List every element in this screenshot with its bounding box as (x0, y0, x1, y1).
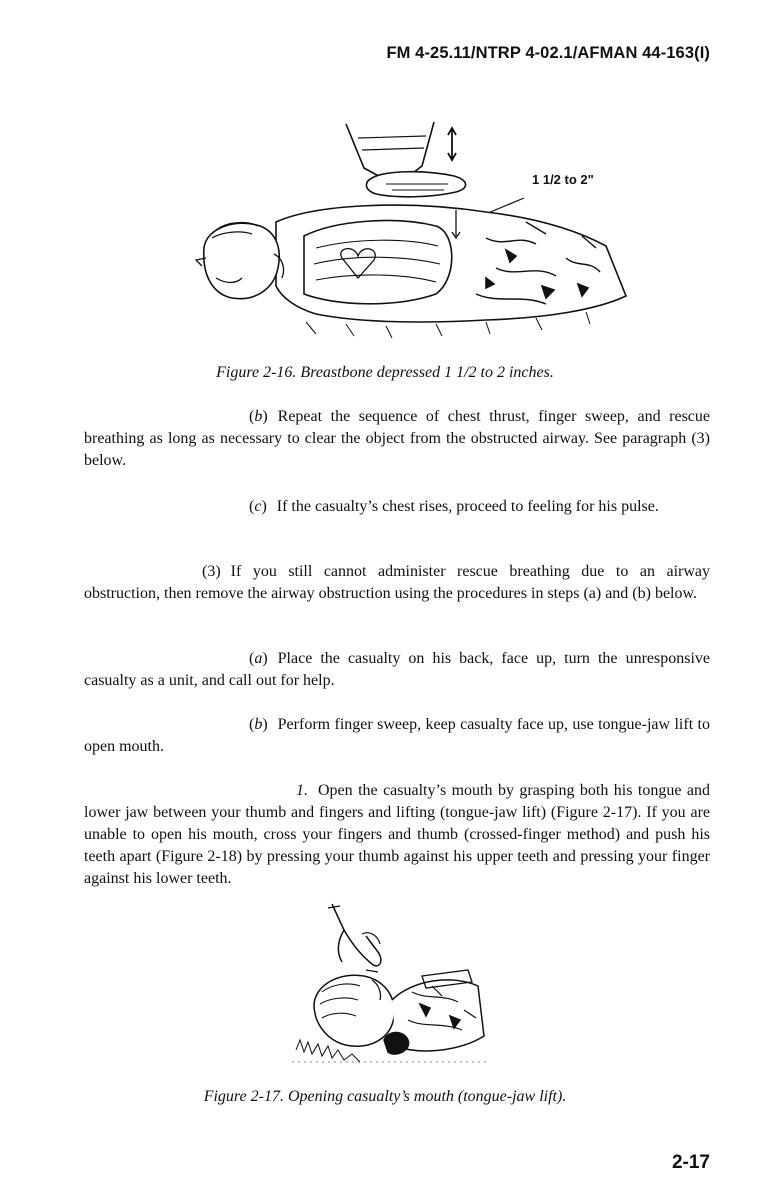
paragraph-a-place-casualty (84, 648, 710, 692)
paragraph-text: Open the casualty’s mouth by grasping both his tongue and lower jaw between your thumb and fingers and lifting (tongue-jaw lift) (Figure 2-17). If you are unable to open his mouth, cross your fingers and thumb (crossed-finger method) and push his teeth apart (Figure 2-18) by pressing your thumb against his upper teeth and pressing your finger against his lower teeth. (84, 782, 710, 887)
figure-tongue-jaw-lift-illustration (292, 900, 488, 1072)
paragraph-marker: (a) (249, 650, 268, 667)
paragraph-marker: (c) (249, 498, 267, 515)
compression-arrow-icon (448, 128, 456, 160)
paragraph-text: Perform finger sweep, keep casualty face up, use tongue-jaw lift to open mouth. (84, 716, 710, 755)
paragraph-marker: 1. (296, 782, 308, 799)
document-header: FM 4-25.11/NTRP 4-02.1/AFMAN 44-163(I) (386, 44, 710, 62)
figure-2-16-caption: Figure 2-16. Breastbone depressed 1 1/2 to 2 inches. (216, 364, 554, 381)
paragraph-1-open-mouth (84, 780, 710, 890)
paragraph-marker: (b) (249, 716, 268, 733)
paragraph-b-repeat-sequence (84, 406, 710, 472)
measure-label: 1 1/2 to 2" (532, 172, 594, 187)
paragraph-3-airway-obstruction (84, 561, 710, 605)
page-number: 2-17 (671, 1152, 710, 1173)
rescuer-arm-left (346, 124, 386, 180)
rescuer-arm-right (406, 122, 434, 178)
figure-2-17-caption: Figure 2-17. Opening casualty’s mouth (tongue-jaw lift). (203, 1088, 567, 1105)
paragraph-c-chest-rises (84, 496, 710, 518)
paragraph-b-finger-sweep (84, 714, 710, 758)
paragraph-text: Repeat the sequence of chest thrust, finger sweep, and rescue breathing as long as necessary to clear the object from the obstructed airway. See paragraph (3) below. (84, 408, 710, 469)
paragraph-marker: (b) (249, 408, 268, 425)
casualty-head (314, 975, 394, 1046)
paragraph-marker: (3) (202, 563, 221, 580)
figure-chest-thrust-illustration (186, 118, 636, 350)
casualty-head (204, 223, 279, 298)
paragraph-text: If the casualty’s chest rises, proceed to feeling for his pulse. (276, 498, 659, 515)
paragraph-text: Place the casualty on his back, face up, turn the unresponsive casualty as a unit, and call out for help. (84, 650, 710, 689)
paragraph-text: If you still cannot administer rescue breathing due to an airway obstruction, then remove the airway obstruction using the procedures in steps (a) and (b) below. (84, 563, 710, 602)
